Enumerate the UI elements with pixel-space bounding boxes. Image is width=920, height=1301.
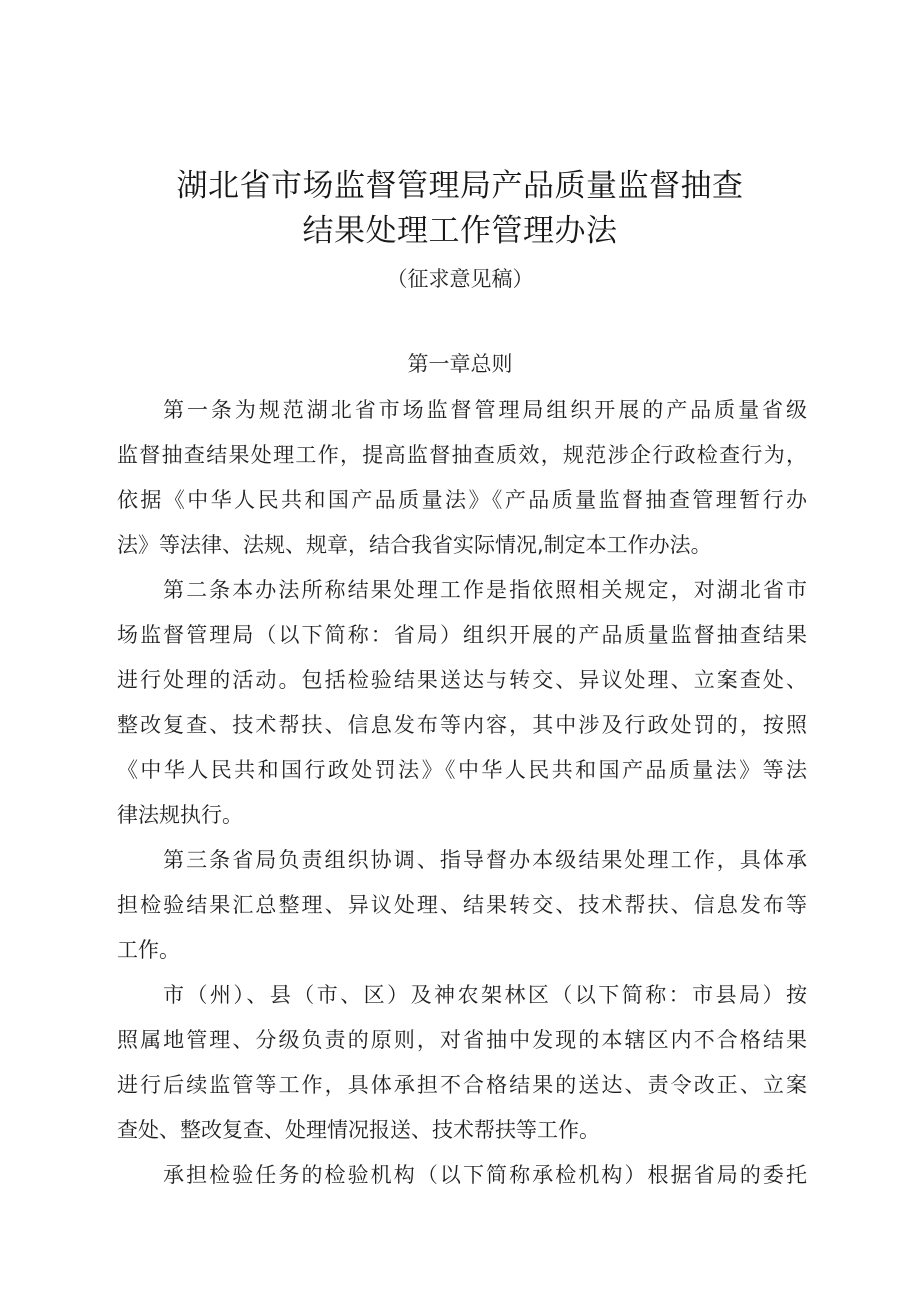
document-subtitle: （征求意见稿） xyxy=(386,267,534,291)
body-line: 查处、整改复查、处理情况报送、技术帮扶等工作。 xyxy=(117,1118,600,1142)
body-line: 律法规执行。 xyxy=(117,803,243,827)
body-line: 进行处理的活动。包括检验结果送达与转交、异议处理、立案查处、 xyxy=(117,668,807,692)
body-line: 监督抽查结果处理工作，提高监督抽查质效，规范涉企行政检查行为， xyxy=(117,443,807,467)
body-line: 法》等法律、法规、规章，结合我省实际情况,制定本工作办法。 xyxy=(117,533,712,557)
body-line: 整改复查、技术帮扶、信息发布等内容，其中涉及行政处罚的，按照 xyxy=(117,713,807,737)
body-line: 场监督管理局（以下简称：省局）组织开展的产品质量监督抽查结果 xyxy=(117,623,807,647)
body-line: 第二条本办法所称结果处理工作是指依照相关规定，对湖北省市 xyxy=(163,578,807,602)
document-title-line-2: 结果处理工作管理办法 xyxy=(302,213,618,249)
body-line: 市（州）、县（市、区）及神农架林区（以下简称：市县局）按 xyxy=(163,983,807,1007)
body-line: 依据《中华人民共和国产品质量法》《产品质量监督抽查管理暂行办 xyxy=(117,488,807,512)
body-line: 第三条省局负责组织协调、指导督办本级结果处理工作，具体承 xyxy=(163,848,807,872)
document-title-line-1: 湖北省市场监督管理局产品质量监督抽查 xyxy=(176,168,744,204)
body-line: 照属地管理、分级负责的原则，对省抽中发现的本辖区内不合格结果 xyxy=(117,1028,807,1052)
body-line: 承担检验任务的检验机构（以下简称承检机构）根据省局的委托 xyxy=(163,1163,807,1187)
body-line: 第一条为规范湖北省市场监督管理局组织开展的产品质量省级 xyxy=(163,398,807,422)
body-line: 《中华人民共和国行政处罚法》《中华人民共和国产品质量法》等法 xyxy=(117,758,807,782)
body-line: 担检验结果汇总整理、异议处理、结果转交、技术帮扶、信息发布等 xyxy=(117,893,807,917)
chapter-heading: 第一章总则 xyxy=(407,352,513,376)
body-line: 进行后续监管等工作，具体承担不合格结果的送达、责令改正、立案 xyxy=(117,1073,807,1097)
body-line: 工作。 xyxy=(117,938,180,962)
